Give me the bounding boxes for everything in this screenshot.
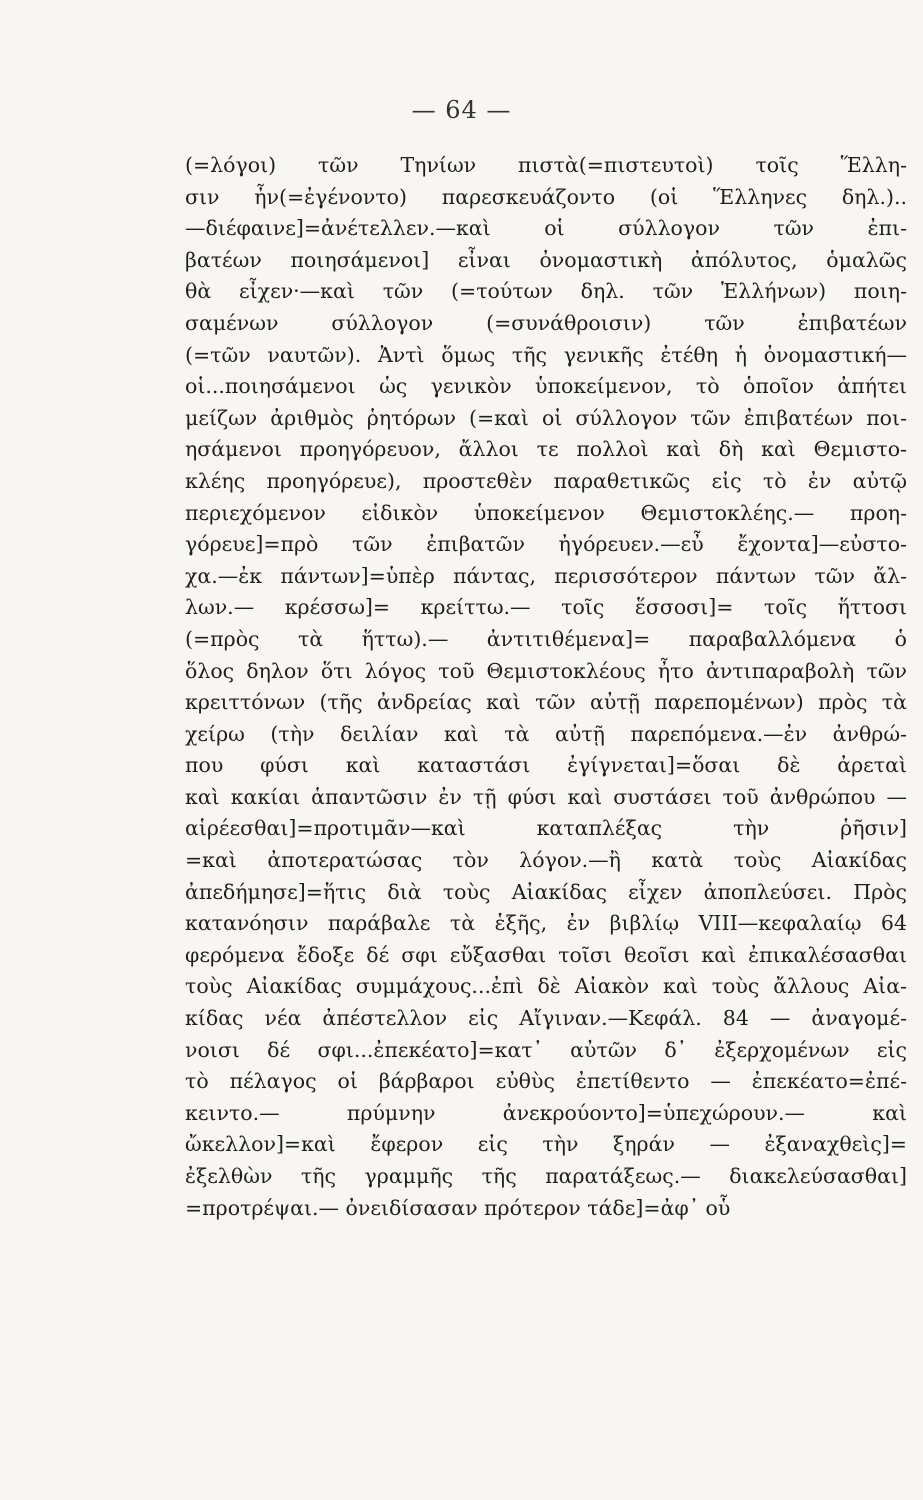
text-line: νοισι δέ σφι...ἐπεκέατο]=κατ᾽ αὐτῶν δ᾽ ἐξερχομένων εἰς — [185, 1037, 907, 1062]
text-line: περιεχόμενον εἰδικὸν ὑποκείμενον Θεμιστοκλέης.— προη- — [185, 500, 907, 525]
text-line: κλέης προηγόρευε), προστεθὲν παραθετικῶς εἰς τὸ ἐν αὐτῷ — [185, 468, 907, 493]
text-line: που φύσι καὶ καταστάσι ἐγίγνεται]=ὅσαι δὲ ἀρεταὶ — [185, 753, 907, 778]
text-line: οἱ...ποιησάμενοι ὡς γενικὸν ὑποκείμενον, τὸ ὁποῖον ἀπήτει — [185, 374, 907, 399]
text-line: (=τῶν ναυτῶν). Ἀντὶ ὅμως τῆς γενικῆς ἐτέθη ἡ ὀνομαστική— — [185, 342, 907, 367]
text-line: φερόμενα ἔδοξε δέ σφι εὔξασθαι τοῖσι θεοῖσι καὶ ἐπικαλέσασθαι — [185, 942, 907, 967]
text-line: τοὺς Αἰακίδας συμμάχους...ἐπὶ δὲ Αἰακὸν καὶ τοὺς ἄλλους Αἰα- — [185, 974, 907, 999]
text-line: ὤκελλον]=καὶ ἔφερον εἰς τὴν ξηράν — ἐξαναχθεὶς]= — [185, 1132, 907, 1157]
text-line: ὅλος δηλον ὅτι λόγος τοῦ Θεμιστοκλέους ἦτο ἀντιπαραβολὴ τῶν — [185, 658, 907, 683]
text-line: χα.—ἐκ πάντων]=ὑπὲρ πάντας, περισσότερον πάντων τῶν ἄλ- — [185, 563, 907, 588]
text-line: =προτρέψαι.— ὀνειδίσασαν πρότερον τάδε]=ἀφ᾽ οὗ — [185, 1195, 731, 1220]
text-line: σιν ἦν(=ἐγένοντο) παρεσκευάζοντο (οἱ Ἕλληνες δηλ.).. — [185, 184, 907, 209]
text-line: σαμένων σύλλογον (=συνάθροισιν) τῶν ἐπιβατέων — [185, 310, 907, 335]
text-line: αἱρέεσθαι]=προτιμᾶν—καὶ καταπλέξας τὴν ῥῆσιν] — [185, 816, 907, 841]
text-line: (=πρὸς τὰ ἥττω).— ἀντιτιθέμενα]= παραβαλλόμενα ὁ — [185, 626, 907, 651]
text-line: κίδας νέα ἀπέστελλον εἰς Αἴγιναν.—Κεφάλ. 84 — ἀναγομέ- — [185, 1006, 907, 1031]
text-line: ἀπεδήμησε]=ἥτις διὰ τοὺς Αἰακίδας εἶχεν ἀποπλεύσει. Πρὸς — [185, 879, 907, 904]
text-line: θὰ εἶχεν·—καὶ τῶν (=τούτων δηλ. τῶν Ἑλλήνων) ποιη- — [185, 279, 907, 304]
text-line: λων.— κρέσσω]= κρείττω.— τοῖς ἕσσοσι]= τοῖς ἥττοσι — [185, 595, 907, 620]
text-line: (=λόγοι) τῶν Τηνίων πιστὰ(=πιστευτοὶ) τοῖς Ἕλλη- — [185, 153, 907, 177]
text-line: γόρευε]=πρὸ τῶν ἐπιβατῶν ἠγόρευεν.—εὖ ἔχοντα]—εὐστο- — [185, 532, 907, 557]
text-line: χείρω (τὴν δειλίαν καὶ τὰ αὐτῇ παρεπόμενα.—ἐν ἀνθρώ- — [185, 721, 907, 746]
text-line: κατανόησιν παράβαλε τὰ ἑξῆς, ἐν βιβλίῳ VIII—κεφαλαίῳ 64 — [185, 911, 907, 936]
text-line: καὶ κακίαι ἁπαντῶσιν ἐν τῇ φύσι καὶ συστάσει τοῦ ἀνθρώπου — — [185, 784, 907, 809]
text-line: βατέων ποιησάμενοι] εἶναι ὀνομαστικὴ ἀπόλυτος, ὁμαλῶς — [185, 247, 907, 272]
text-line: μείζων ἀριθμὸς ῥητόρων (=καὶ οἱ σύλλογον τῶν ἐπιβατέων ποι- — [185, 405, 907, 430]
page-number: — 64 — — [411, 96, 512, 124]
text-line: =καὶ ἀποτερατώσας τὸν λόγον.—ἢ κατὰ τοὺς Αἰακίδας — [185, 848, 907, 873]
text-line: ησάμενοι προηγόρευον, ἄλλοι τε πολλοὶ καὶ δὴ καὶ Θεμιστο- — [185, 437, 907, 462]
text-line: κειντο.— πρύμνην ἀνεκρούοντο]=ὑπεχώρουν.— καὶ — [185, 1100, 907, 1125]
text-line: —διέφαινε]=ἀνέτελλεν.—καὶ οἱ σύλλογον τῶν ἐπι- — [185, 216, 907, 241]
body-text — [185, 150, 907, 1224]
text-line: τὸ πέλαγος οἱ βάρβαροι εὐθὺς ἐπετίθεντο — ἐπεκέατο=ἐπέ- — [185, 1069, 907, 1094]
text-line: κρειττόνων (τῆς ἀνδρείας καὶ τῶν αὐτῇ παρεπομένων) πρὸς τὰ — [185, 690, 907, 715]
text-line: ἐξελθὼν τῆς γραμμῆς τῆς παρατάξεως.— διακελεύσασθαι] — [185, 1164, 907, 1188]
